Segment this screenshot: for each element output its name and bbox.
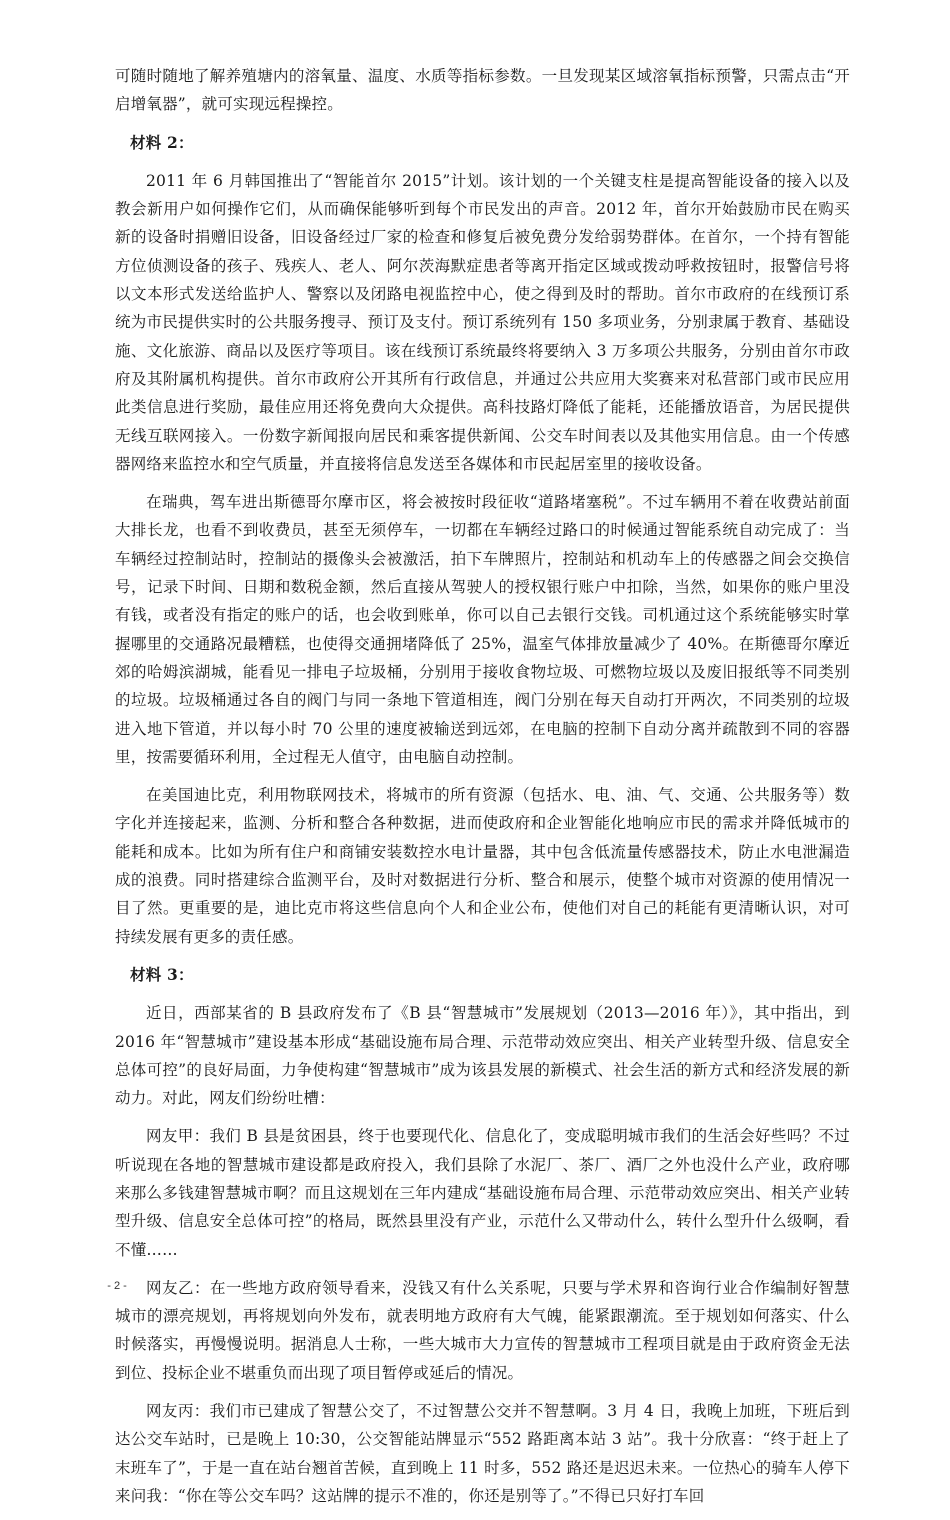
paragraph-continuation: 可随时随地了解养殖塘内的溶氧量、温度、水质等指标参数。一旦发现某区域溶氧指标预警，只需点击“开启增氧器”，就可实现远程操控。 xyxy=(115,67,850,114)
paragraph-netizen-b: 网友乙：在一些地方政府领导看来，没钱又有什么关系呢，只要与学术界和咨询行业合作编制好智慧城市的漂亮规划，再将规划向外发布，就表明地方政府有大气魄，能紧跟潮流。至于规划如何落实、什么时候落实，再慢慢说明。据消息人士称，一些大城市大力宣传的智慧城市工程项目就是由于政府资金无法到位、投标企业不堪重负而出现了项目暂停或延后的情况。 xyxy=(115,1278,850,1382)
section-heading-material-3: 材料 3： xyxy=(130,964,194,984)
page-number: - 2 - xyxy=(107,1280,127,1292)
paragraph-dubuque: 在美国迪比克，利用物联网技术，将城市的所有资源（包括水、电、油、气、交通、公共服务等）数字化并连接起来，监测、分析和整合各种数据，进而使政府和企业智能化地响应市民的需求并降低城市的能耗和成本。比如为所有住户和商铺安装数控水电计量器，其中包含低流量传感器技术，防止水电泄漏造成的浪费。同时搭建综合监测平台，及时对数据进行分析、整合和展示，使整个城市对资源的使用情况一目了然。更重要的是，迪比克市将这些信息向个人和企业公布，使他们对自己的耗能有更清晰认识，对可持续发展有更多的责任感。 xyxy=(115,786,850,946)
paragraph-stockholm: 在瑞典，驾车进出斯德哥尔摩市区，将会被按时段征收“道路堵塞税”。不过车辆用不着在收费站前面大排长龙，也看不到收费员，甚至无须停车，一切都在车辆经过路口的时候通过智能系统自动完成了：当车辆经过控制站时，控制站的摄像头会被激活，拍下车牌照片，控制站和机动车上的传感器之间会交换信号，记录下时间、日期和数税金额，然后直接从驾驶人的授权银行账户中扣除，当然，如果你的账户里没有钱，或者没有指定的账户的话，也会收到账单，你可以自己去银行交钱。司机通过这个系统能够实时掌握哪里的交通路况最糟糕，也使得交通拥堵降低了 25%，温室气体排放量减少了 40%。在斯德哥尔摩近郊的哈姆滨湖城，能看见一排电子垃圾桶，分别用于接收食物垃圾、可燃物垃圾以及废旧报纸等不同类别的垃圾。垃圾桶通过各自的阀门与同一条地下管道相连，阀门分别在每天自动打开两次，不同类别的垃圾进入地下管道，并以每小时 70 公里的速度被输送到远郊，在电脑的控制下自动分离并疏散到不同的容器里，按需要循环利用，全过程无人值守，由电脑自动控制。 xyxy=(115,493,850,766)
document-body xyxy=(115,62,850,1520)
paragraph-seoul: 2011 年 6 月韩国推出了“智能首尔 2015”计划。该计划的一个关键支柱是提高智能设备的接入以及教会新用户如何操作它们，从而确保能够听到每个市民发出的声音。2012 年，首尔开始鼓励市民在购买新的设备时捐赠旧设备，旧设备经过厂家的检查和修复后被免费分发给弱势群体。在首尔，一个持有智能方位侦测设备的孩子、残疾人、老人、阿尔茨海默症患者等离开指定区域或拨动呼救按钮时，报警信号将以文本形式发送给监护人、警察以及闭路电视监控中心，使之得到及时的帮助。首尔市政府的在线预订系统为市民提供实时的公共服务搜寻、预订及支付。预订系统列有 150 多项业务，分别隶属于教育、基础设施、文化旅游、商品以及医疗等项目。该在线预订系统最终将要纳入 3 万多项公共服务，分别由首尔市政府及其附属机构提供。首尔市政府公开其所有行政信息，并通过公共应用大奖赛来对私营部门或市民应用此类信息进行奖励，最佳应用还将免费向大众提供。高科技路灯降低了能耗，还能播放语音，为居民提供无线互联网接入。一份数字新闻报向居民和乘客提供新闻、公交车时间表以及其他实用信息。由一个传感器网络来监控水和空气质量，并直接将信息发送至各媒体和市民起居室里的接收设备。 xyxy=(115,171,850,473)
paragraph-b-county-plan: 近日，西部某省的 B 县政府发布了《B 县“智慧城市”发展规划（2013—2016 年）》，其中指出，到 2016 年“智慧城市”建设基本形成“基础设施布局合理、示范带动效应突出、相关产业转型升级、信息安全总体可控”的良好局面，力争使构建“智慧城市”成为该县发展的新模式、社会生活的新方式和经济发展的新动力。对此，网友们纷纷吐槽： xyxy=(115,1004,850,1108)
paragraph-netizen-a: 网友甲：我们 B 县是贫困县，终于也要现代化、信息化了，变成聪明城市我们的生活会好些吗？不过听说现在各地的智慧城市建设都是政府投入，我们县除了水泥厂、茶厂、酒厂之外也没什么产业，政府哪来那么多钱建智慧城市啊？而且这规划在三年内建成“基础设施布局合理、示范带动效应突出、相关产业转型升级、信息安全总体可控”的格局，既然县里没有产业，示范什么又带动什么，转什么型升什么级啊，看不懂…… xyxy=(115,1127,850,1259)
paragraph-netizen-c: 网友丙：我们市已建成了智慧公交了，不过智慧公交并不智慧啊。3 月 4 日，我晚上加班，下班后到达公交车站时，已是晚上 10:30，公交智能站牌显示“552 路距离本站 3 站”。我十分欣喜：“终于赶上了末班车了”，于是一直在站台翘首苦候，直到晚上 11 时多，552 路还是迟迟未来。一位热心的骑车人停下来问我：“你在等公交车吗？这站牌的提示不准的，你还是别等了。”不得已只好打车回 xyxy=(115,1402,850,1505)
section-heading-material-2: 材料 2： xyxy=(130,132,194,152)
